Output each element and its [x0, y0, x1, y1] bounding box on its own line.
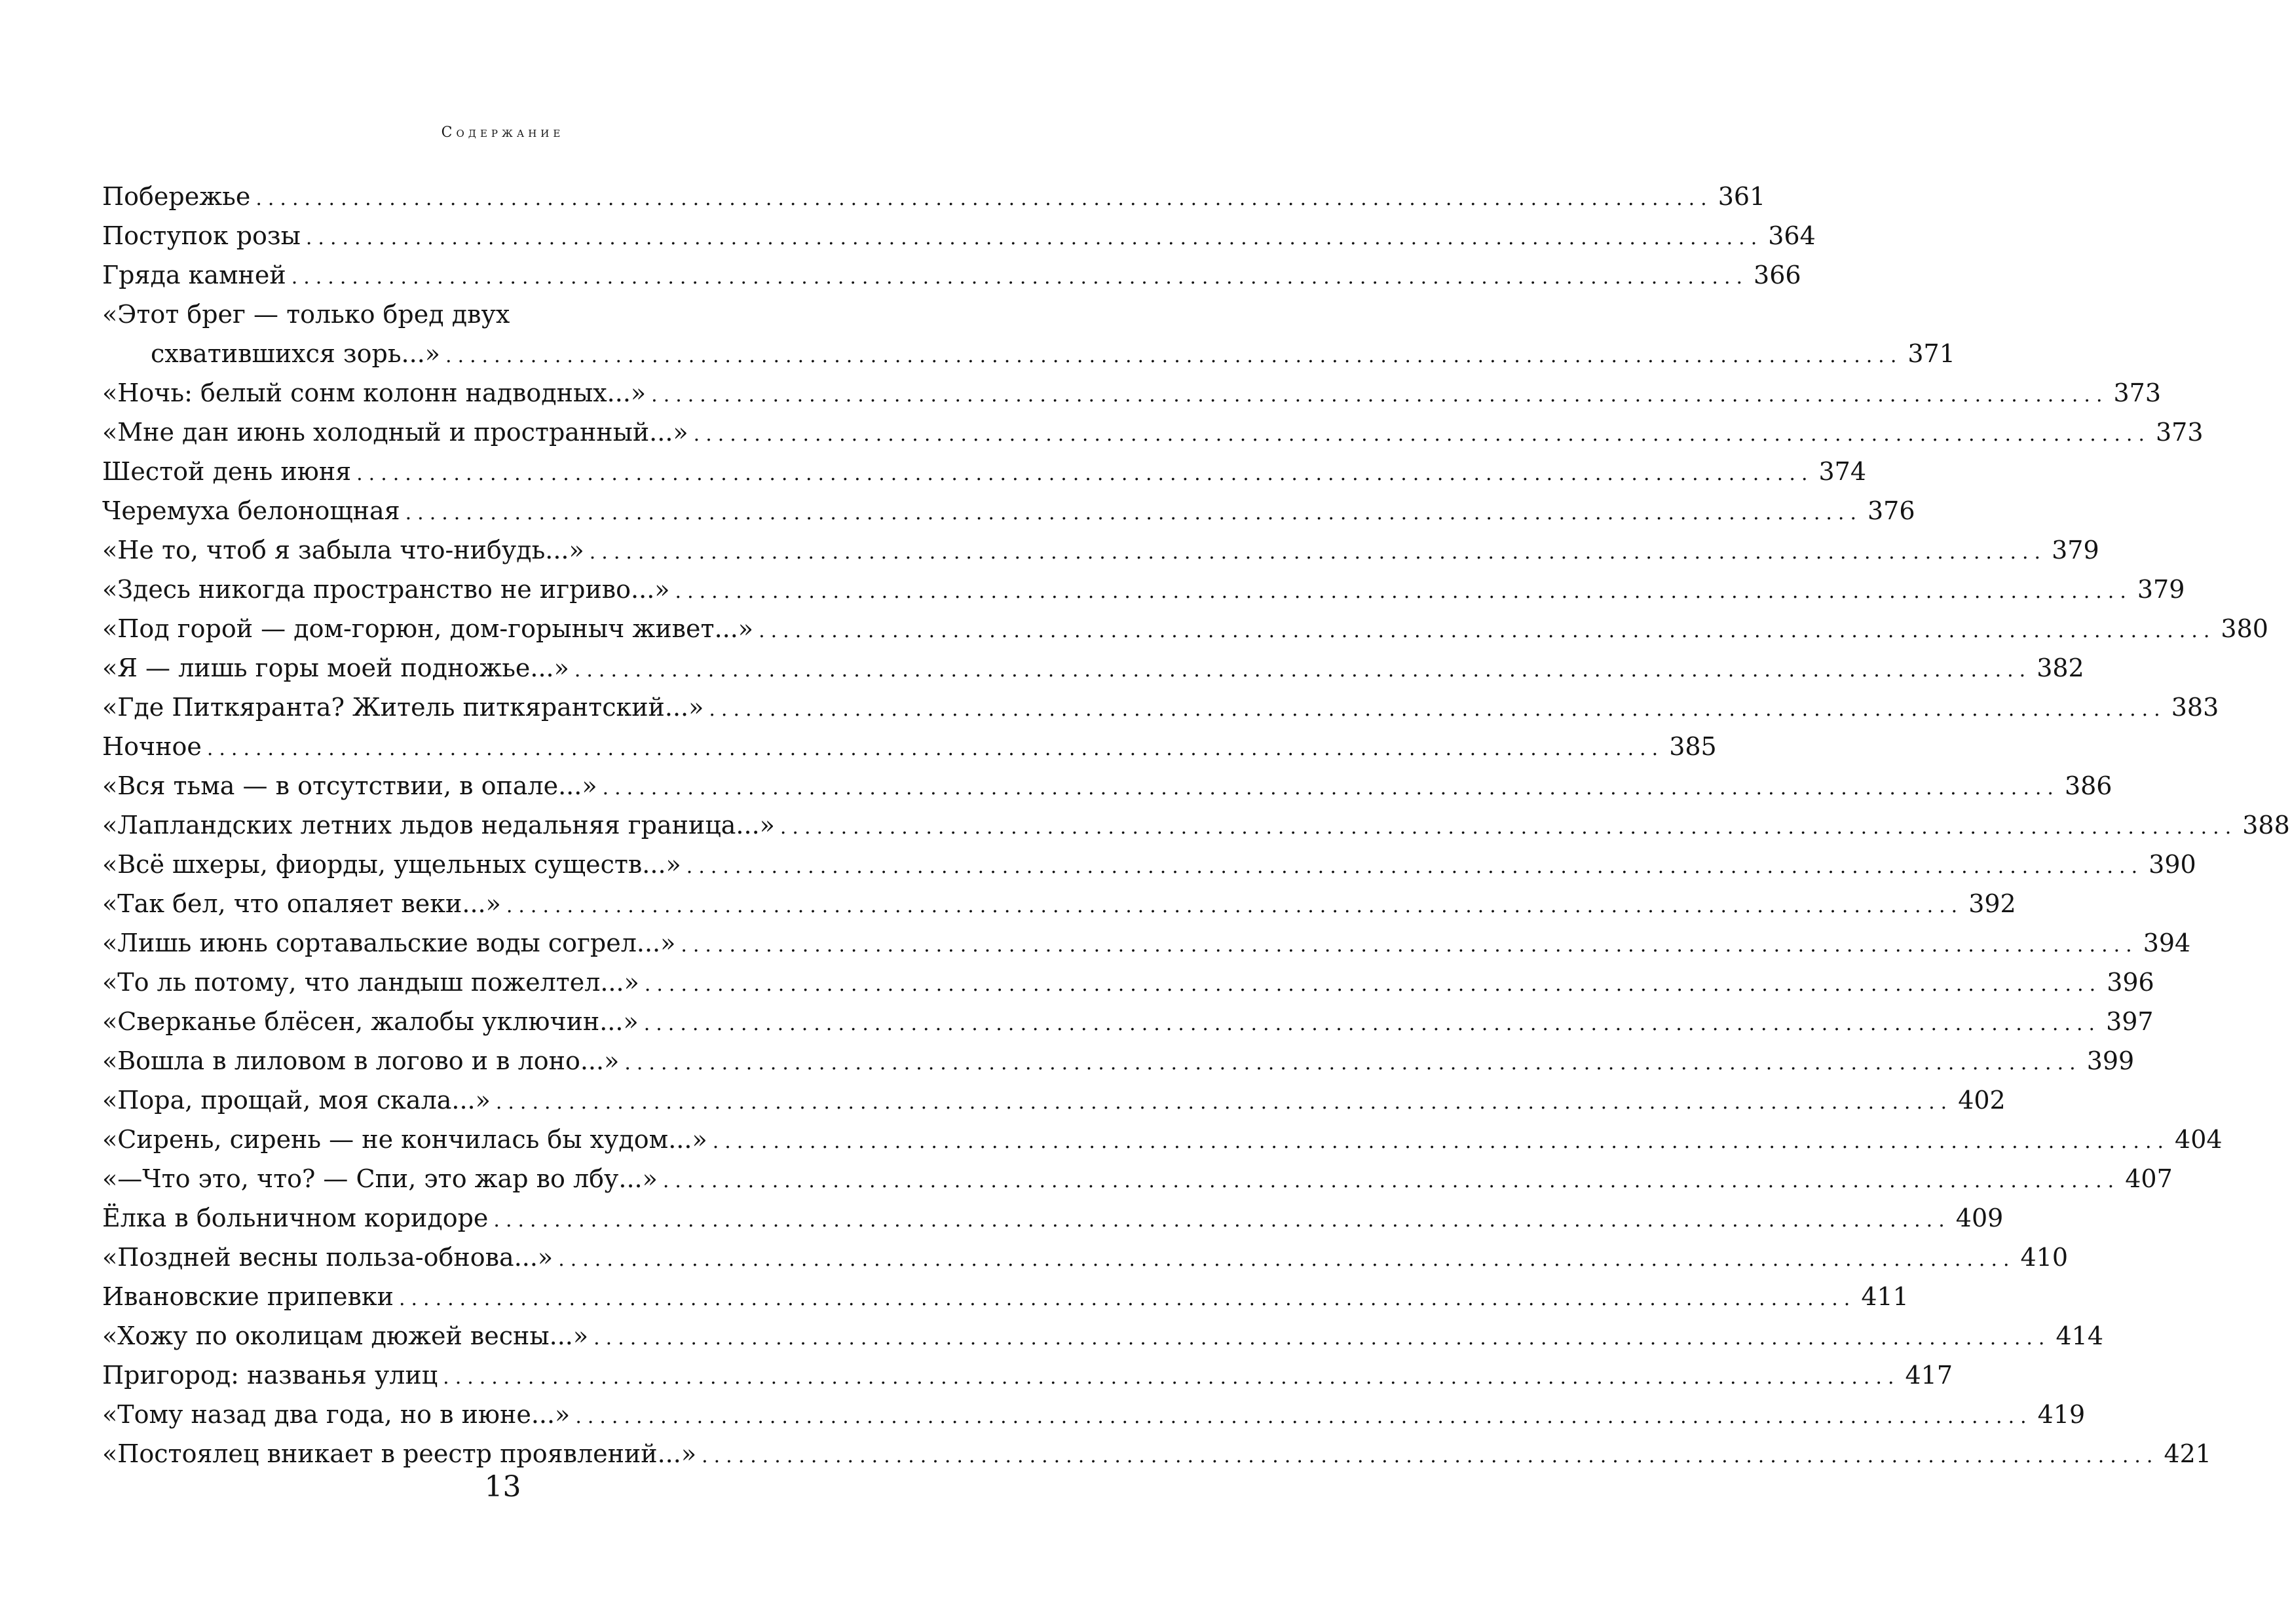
toc-entry — [102, 570, 2185, 609]
toc-entry-page: 385 — [1669, 732, 1717, 761]
toc-entry-title: «Я — лишь горы моей подножье...» — [102, 654, 569, 682]
toc-entry-page: 386 — [2064, 771, 2112, 800]
toc-entry-page: 361 — [1718, 182, 1766, 211]
dot-leader: ........................................................................................................................ — [443, 1366, 1900, 1389]
toc-entry-title: «Мне дан июнь холодный и пространный...» — [102, 418, 688, 447]
toc-entry — [102, 688, 2219, 727]
toc-entry — [102, 413, 2204, 452]
dot-leader: ........................................................................................................................ — [558, 1248, 2016, 1271]
toc-entry — [102, 1198, 2004, 1238]
toc-entry — [102, 1002, 2154, 1041]
toc-entry — [102, 1277, 1909, 1316]
toc-entry-title: «Тому назад два года, но в июне...» — [102, 1400, 571, 1429]
dot-leader: ........................................................................................................................ — [675, 580, 2132, 603]
dot-leader: ........................................................................................................................ — [693, 423, 2150, 446]
toc-entry-page: 402 — [1958, 1086, 2006, 1115]
dot-leader: ........................................................................................................................ — [356, 462, 1814, 485]
toc-entry-page: 396 — [2107, 968, 2154, 997]
toc-entry-title: «Ночь: белый сонм колонн надводных...» — [102, 378, 647, 407]
toc-entry — [102, 727, 1717, 766]
toc-entry-page: 392 — [1968, 889, 2016, 918]
toc-entry — [102, 216, 1816, 255]
toc-entry-title: «Лапландских летних льдов недальняя граница...» — [102, 811, 775, 840]
toc-entry — [102, 884, 2016, 923]
toc-entry — [102, 1434, 2211, 1473]
toc-entry-title: Поступок розы — [102, 221, 301, 250]
toc-entry-title: «Пора, прощай, моя скала...» — [102, 1086, 491, 1115]
toc-entry — [102, 648, 2084, 688]
dot-leader: ........................................................................................................................ — [575, 1405, 2033, 1428]
dot-leader: ........................................................................................................................ — [574, 659, 2032, 682]
dot-leader: ........................................................................................................................ — [602, 777, 2059, 800]
running-header: Содержание — [441, 124, 565, 141]
toc-entry-title: Ёлка в больничном коридоре — [102, 1204, 489, 1232]
dot-leader: ........................................................................................................................ — [589, 541, 2047, 564]
dot-leader: ........................................................................................................................ — [624, 1052, 2082, 1075]
dot-leader: ........................................................................................................................ — [291, 266, 1749, 289]
toc-entry-page: 409 — [1955, 1204, 2004, 1232]
toc-entry — [102, 255, 1801, 295]
toc-entry-page: 390 — [2149, 850, 2196, 879]
dot-leader: ........................................................................................................................ — [593, 1327, 2051, 1350]
toc-entry — [102, 177, 1766, 216]
toc-entry-title: «Под горой — дом-горюн, дом-горыныч живет...» — [102, 614, 754, 643]
dot-leader: ........................................................................................................................ — [686, 855, 2144, 878]
toc-entry-title: «Всё шхеры, фиорды, ущельных существ...» — [102, 850, 681, 879]
toc-entry-title: Гряда камней — [102, 261, 286, 289]
toc-entry-page: 366 — [1754, 261, 1801, 289]
toc-entry — [102, 845, 2196, 884]
toc-entry-title: «Хожу по околицам дюжей весны...» — [102, 1321, 589, 1350]
toc-entry — [102, 766, 2112, 805]
toc-entry-title: «Не то, чтоб я забыла что-нибудь...» — [102, 536, 584, 564]
toc-entry — [102, 609, 2268, 648]
toc-entry-title: «Так бел, что опаляет веки...» — [102, 889, 501, 918]
toc-entry-title: Ивановские припевки — [102, 1282, 394, 1311]
toc-entry — [102, 805, 2290, 845]
toc-entry — [102, 491, 1915, 530]
dot-leader: ........................................................................................................................ — [712, 1130, 2170, 1153]
toc-entry — [102, 1395, 2086, 1434]
dot-leader: ........................................................................................................................ — [506, 895, 1964, 917]
toc-entry-title: «Лишь июнь сортавальские воды согрел...» — [102, 929, 676, 957]
toc-entry-title: схватившихся зорь...» — [151, 339, 441, 368]
toc-entry-page: 382 — [2037, 654, 2084, 682]
toc-entry — [102, 1356, 1953, 1395]
toc-entry-page: 411 — [1861, 1282, 1909, 1311]
toc-entry-title: Шестой день июня — [102, 457, 352, 486]
dot-leader: ........................................................................................................................ — [493, 1209, 1951, 1232]
table-of-contents — [102, 177, 2290, 1473]
toc-entry-page: 404 — [2175, 1125, 2223, 1154]
toc-entry-title: «—Что это, что? — Спи, это жар во лбу...» — [102, 1164, 658, 1193]
toc-entry-title: Пригород: названья улиц — [102, 1361, 438, 1390]
dot-leader: ........................................................................................................................ — [206, 737, 1664, 760]
toc-entry-page: 374 — [1818, 457, 1867, 486]
dot-leader: ........................................................................................................................ — [495, 1091, 1953, 1114]
dot-leader: ........................................................................................................................ — [651, 384, 2109, 407]
toc-entry — [102, 1316, 2103, 1356]
toc-entry — [102, 1080, 2006, 1120]
toc-entry-title: «Сирень, сирень — не кончилась бы худом...» — [102, 1125, 707, 1154]
toc-entry-page: 397 — [2106, 1007, 2154, 1036]
toc-entry — [102, 1041, 2135, 1080]
toc-entry-title: «Где Питкяранта? Житель питкярантский...» — [102, 693, 704, 722]
toc-entry-page: 419 — [2037, 1400, 2086, 1429]
dot-leader: ........................................................................................................................ — [759, 619, 2216, 642]
toc-entry-title: «Этот брег — только бред двух — [102, 300, 510, 329]
toc-entry-title: «Вся тьма — в отсутствии, в опале...» — [102, 771, 597, 800]
dot-leader: ........................................................................................................................ — [445, 344, 1903, 367]
toc-entry — [102, 295, 1955, 373]
dot-leader: ........................................................................................................................ — [779, 816, 2238, 839]
dot-leader: ........................................................................................................................ — [405, 502, 1862, 525]
toc-entry-title: «Вошла в лиловом в логово и в лоно...» — [102, 1046, 620, 1075]
dot-leader: ........................................................................................................................ — [681, 934, 2138, 957]
toc-entry-title: Побережье — [102, 182, 251, 211]
toc-entry-page: 394 — [2143, 929, 2191, 957]
page-number: 13 — [484, 1470, 521, 1504]
dot-leader: ........................................................................................................................ — [662, 1170, 2120, 1192]
toc-entry-page: 364 — [1768, 221, 1816, 250]
toc-entry-page: 414 — [2055, 1321, 2103, 1350]
toc-entry-title: «Поздней весны польза-обнова...» — [102, 1243, 554, 1272]
dot-leader: ........................................................................................................................ — [644, 973, 2102, 996]
toc-entry-page: 373 — [2113, 378, 2162, 407]
toc-entry-page: 421 — [2164, 1439, 2211, 1468]
toc-entry-title: «То ль потому, что ландыш пожелтел...» — [102, 968, 639, 997]
toc-entry-page: 410 — [2020, 1243, 2069, 1272]
toc-entry — [102, 963, 2154, 1002]
toc-entry-title: «Здесь никогда пространство не игриво...» — [102, 575, 670, 604]
toc-entry-page: 388 — [2242, 811, 2290, 840]
dot-leader: ........................................................................................................................ — [643, 1012, 2101, 1035]
toc-entry-page: 417 — [1905, 1361, 1953, 1390]
toc-entry — [102, 452, 1867, 491]
toc-entry-page: 376 — [1867, 496, 1915, 525]
toc-entry-title: «Постоялец вникает в реестр проявлений...» — [102, 1439, 697, 1468]
dot-leader: ........................................................................................................................ — [709, 698, 2166, 721]
toc-entry — [102, 1238, 2069, 1277]
toc-entry-page: 379 — [2137, 575, 2185, 604]
dot-leader: ........................................................................................................................ — [398, 1287, 1856, 1310]
toc-entry-title: Черемуха белонощная — [102, 496, 400, 525]
toc-entry — [102, 1120, 2223, 1159]
toc-entry-title: «Сверканье блёсен, жалобы уключин...» — [102, 1007, 639, 1036]
toc-entry-page: 407 — [2125, 1164, 2173, 1193]
toc-entry-title: Ночное — [102, 732, 202, 761]
dot-leader: ........................................................................................................................ — [255, 187, 1713, 210]
toc-entry-page: 380 — [2221, 614, 2268, 643]
toc-entry-page: 371 — [1907, 339, 1955, 368]
dot-leader: ........................................................................................................................ — [305, 227, 1763, 249]
toc-entry — [102, 923, 2191, 963]
toc-entry-page: 379 — [2052, 536, 2099, 564]
toc-entry — [102, 373, 2162, 413]
toc-entry-page: 373 — [2156, 418, 2204, 447]
toc-entry — [102, 530, 2099, 570]
toc-entry-page: 399 — [2086, 1046, 2135, 1075]
toc-entry-page: 383 — [2171, 693, 2219, 722]
dot-leader: ........................................................................................................................ — [702, 1445, 2159, 1467]
toc-entry — [102, 1159, 2173, 1198]
